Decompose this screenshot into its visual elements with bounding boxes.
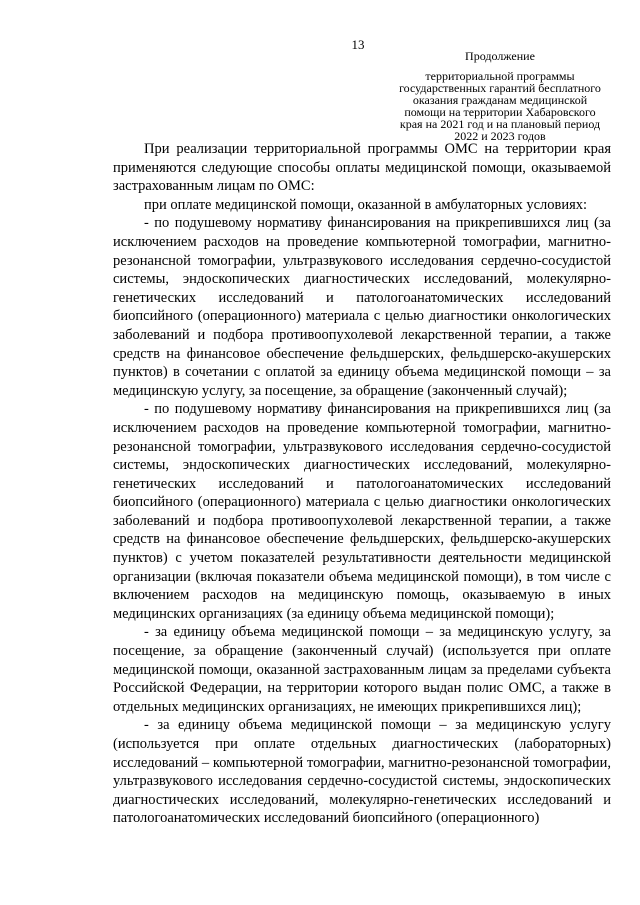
paragraph: - за единицу объема медицинской помощи – за медицинскую услугу (используется при оплате отдельных диагностических (лабораторных) исследований – компьютерной томографии, магнитно-резонансной томографии, ультразвукового исследования сердечно-сосудистой системы, эндоскопических диагностических исследований, молекулярно-генетических исследований и патологоанатомических исследований биопсийного (операционного) [113,717,611,827]
paragraph: - по подушевому нормативу финансирования на прикрепившихся лиц (за исключением расходов на проведение компьютерной томографии, магнитно-резонансной томографии, ультразвукового исследования сердечно-сосудистой системы, эндоскопических диагностических исследований, молекулярно-генетических исследований и патологоанатомических исследований биопсийного (операционного) материала с целью диагностики онкологических заболеваний и подбора противоопухолевой лекарственной терапии, а также средств на финансовое обеспечение фельдшерских, фельдшерско-акушерских пунктов) с учетом показателей результативности деятельности медицинской организации (включая показатели объема медицинской помощи), в том числе с включением расходов на медицинскую помощь, оказываемую в иных медицинских организациях (за единицу объема медицинской помощи); [113,401,611,622]
continuation-line: 2022 и 2023 годов [454,129,546,143]
paragraph: - за единицу объема медицинской помощи – за медицинскую услугу, за посещение, за обращение (законченный случай) (используется при оплате медицинской помощи, оказанной застрахованным лицам за пределами субъекта Российской Федерации, на территории которого выдан полис ОМС, а также в отдельных медицинских организациях, не имеющих прикрепившихся лиц); [113,624,611,715]
paragraph: - по подушевому нормативу финансирования на прикрепившихся лиц (за исключением расходов на проведение компьютерной томографии, магнитно-резонансной томографии, ультразвукового исследования сердечно-сосудистой системы, эндоскопических диагностических исследований, молекулярно-генетических исследований и патологоанатомических исследований биопсийного (операционного) материала с целью диагностики онкологических заболеваний и подбора противоопухолевой лекарственной терапии, а также средств на финансовое обеспечение фельдшерских, фельдшерско-акушерских пунктов) в сочетании с оплатой за единицу объема медицинской помощи – за медицинскую услугу, за посещение, за обращение (законченный случай); [113,215,611,399]
continuation-line: помощи на территории Хабаровского [404,105,596,119]
page-number: 13 [351,37,365,52]
continuation-line: государственных гарантий бесплатного [399,81,601,95]
paragraph: При реализации территориальной программы ОМС на территории края применяются следующие способы оплаты медицинской помощи, оказываемой застрахованным лицам по ОМС: [113,141,611,195]
continuation-line: территориальной программы [425,69,575,83]
continuation-header [386,50,614,142]
paragraph: при оплате медицинской помощи, оказанной в амбулаторных условиях: [144,196,588,213]
body-text [113,140,611,828]
continuation-line: оказания гражданам медицинской [412,93,588,107]
continuation-line: края на 2021 год и на плановый период [399,117,601,131]
continuation-title: Продолжение [465,49,535,63]
